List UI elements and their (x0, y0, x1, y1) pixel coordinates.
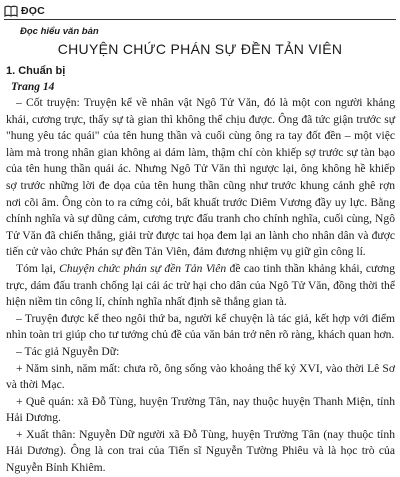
paragraph-author-heading: – Tác giả Nguyễn Dữ: (16, 344, 120, 358)
page-reference: Trang 14 (11, 81, 55, 93)
subsection-label: Đọc hiểu văn bản (20, 26, 99, 37)
work-title: Chuyện chức phán sự đền Tản Viên (59, 261, 227, 275)
paragraph-narration: – Truyện được kể theo ngôi thứ ba, người kể chuyện là tác giả, kết hợp với điểm nhìn toàn tri giúp cho tư tưởng chủ đề của văn bản trở nên rõ ràng, khách quan hơn. (6, 311, 395, 342)
section-title: ĐỌC (21, 4, 45, 17)
body-text (6, 95, 395, 475)
section-header (4, 3, 45, 18)
section-heading: 1. Chuẩn bị (6, 65, 66, 77)
book-icon (4, 5, 18, 17)
summary-rest: đề cao tinh thần khảng khái, cương trực, dám đấu tranh chống lại cái ác trừ hại cho dân của Ngô Tử Văn, đồng thời thể hiện niềm tin công lí, chính nghĩa nhất định sẽ thắng gian tà. (6, 261, 395, 309)
paragraph-author-background: + Xuất thân: Nguyễn Dữ người xã Đỗ Tùng, huyện Trường Tân (nay thuộc tỉnh Hải Dương). Ông là con trai của Tiến sĩ Nguyễn Tường Phiêu và là học trò của Nguyễn Bỉnh Khiêm. (6, 427, 395, 475)
summary-lead: Tóm lại, (16, 261, 60, 275)
paragraph-author-years: + Năm sinh, năm mất: chưa rõ, ông sống vào khoảng thế kỷ XVI, vào thời Lê Sơ và thời Mạc. (6, 361, 395, 392)
header-divider (4, 19, 396, 20)
paragraph-plot: – Cốt truyện: Truyện kể về nhân vật Ngô Tử Văn, đó là một con người khảng khái, cương trực, thấy sự tà gian thì không thể chịu được. Ông đã tức giận trước sự "hung yêu tác quái" của tên hung thần và cuối cùng ông ra tay đốt đền – một việc làm mà trong nhân gian không ai dám làm, thậm chí còn khiếp sợ trước sự tàn bạo của tên hung thần quái ác. Nhưng Ngô Tử Văn thì ngược lại, ông không hề khiếp sợ trước những lời đe dọa của tên hung thần cũng như trước khung cảnh ghê rợn nơi cõi âm. Ông còn to ra cứng cỏi, bất khuất trước Diêm Vương đầy uy lực. Bằng chính nghĩa và sự dũng cảm, cương trực đấu tranh cho chính nghĩa, cuối cùng, Ngô Tử Văn đã chiến thắng, giải trừ được tai họa đem lại an lành cho nhân dân và được tiến cử vào chức Phán sự đền Tản Viên, đảm đương nhiệm vụ giữ gìn công lí. (6, 96, 395, 259)
page-title: CHUYỆN CHỨC PHÁN SỰ ĐỀN TẢN VIÊN (57, 41, 343, 57)
paragraph-summary (6, 261, 395, 311)
paragraph-author-hometown: + Quê quán: xã Đỗ Tùng, huyện Trường Tân, nay thuộc huyện Thanh Miện, tỉnh Hải Dương. (6, 394, 395, 425)
